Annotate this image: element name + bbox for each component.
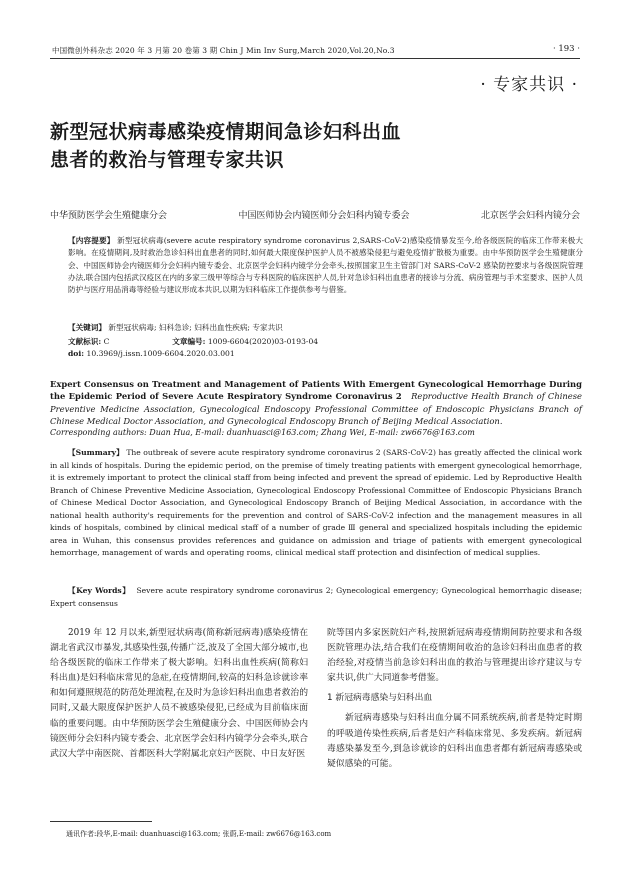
article-title-en [50, 378, 582, 427]
body-paragraph: 院等国内多家医院妇产科,按照新冠病毒疫情期间防控要求和各级医院管理办法,结合我们在疫情期间收治的急诊妇科出血患者的救治经验,对疫情当前急诊妇科出血的救治与管理提出诊疗建议与专家共识,供广大同道参考借鉴。 [327, 628, 582, 684]
header-rule [50, 58, 580, 59]
body-column-right [327, 626, 582, 772]
doc-code-label: 文献标识: [68, 337, 102, 346]
keywords-cn-label: 【关键词】 [68, 323, 106, 332]
section-heading: 1 新冠病毒感染与妇科出血 [327, 693, 433, 704]
summary-en [50, 447, 582, 560]
keywords-en-label: 【Key Words】 [68, 586, 131, 595]
keywords-cn [68, 322, 283, 333]
summary-en-label: 【Summary】 [68, 448, 124, 457]
keywords-cn-text: 新型冠状病毒; 妇科急诊; 妇科出血性疾病; 专家共识 [108, 323, 283, 332]
abstract-cn [68, 235, 583, 296]
author-org-1: 中华预防医学会生殖健康分会 [50, 211, 168, 221]
authors-cn [50, 208, 580, 221]
section-label: · 专家共识 · [480, 75, 578, 95]
doi-line [68, 349, 235, 358]
article-number-label: 文章编号: [172, 337, 206, 346]
document-code-line [68, 336, 318, 347]
article-number: 1009-6604(2020)03-0193-04 [207, 337, 319, 346]
title-en-text: Expert Consensus on Treatment and Management of Patients With Emergent Gynecological Hemorrhage During the Epidemic Period of Severe Acute Respiratory Syndrome Coronavirus 2 [50, 379, 582, 402]
authors-en: Reproductive Health Branch of Chinese Preventive Medicine Association, Gynecological Endoscopy Professional Committee of Endoscopic Physicians Branch of Chinese Medical Doctor Association, and Gynecological Endoscopy Branch of Beijing Medical Association. [50, 391, 582, 426]
footnote: 通讯作者:段华,E-mail: duanhuasci@163.com; 张蔚,E-mail: zw6676@163.com [66, 830, 332, 838]
footnote-rule [50, 821, 152, 822]
doc-code: C [103, 337, 110, 346]
body-paragraph: 新冠病毒感染与妇科出血分属不同系统疾病,前者是特定时期的呼吸道传染性疾病,后者是妇产科临床常见、多发疾病。新冠病毒感染暴发至今,到急诊就诊的妇科出血患者都有新冠病毒感染或疑似感染的可能。 [327, 713, 582, 769]
body-column-left: 2019 年 12 月以来,新型冠状病毒(简称新冠病毒)感染疫情在湖北省武汉市暴发,其感染性强,传播广泛,波及了全国大部分城市,也给各级医院的临床工作带来了极大影响。妇科出血性疾病(简称妇科出血)是妇科临床常见的急症,在疫情期间,较高的妇科急诊就诊率和如何遵照规范的防范处理流程,在及时为急诊妇科出血患者救治的同时,又最大限度保护医护人员不被感染侵犯,已经成为目前临床面临的重要问题。由中华预防医学会生殖健康分会、中国医师协会内镜医师分会妇科内镜专委会、北京医学会妇科内镜学分会牵头,联合武汉大学中南医院、首都医科大学附属北京妇产医院、中日友好医 [50, 628, 308, 759]
author-org-2: 中国医师协会内镜医师分会妇科内镜专委会 [238, 211, 410, 221]
keywords-en-text: Severe acute respiratory syndrome coronavirus 2; Gynecological emergency; Gynecological hemorrhagic disease; Expert consensus [50, 586, 583, 608]
page-number: · 193 · [552, 44, 580, 54]
author-org-3: 北京医学会妇科内镜分会 [480, 211, 580, 221]
title-cn-line-2: 患者的救治与管理专家共识 [50, 149, 285, 171]
title-cn-line-1: 新型冠状病毒感染疫情期间急诊妇科出血 [50, 121, 402, 143]
doi-value: 10.3969/j.issn.1009-6604.2020.03.001 [86, 349, 235, 358]
abstract-cn-text: 新型冠状病毒(severe acute respiratory syndrome coronavirus 2,SARS-CoV-2)感染疫情暴发至今,给各级医院的临床工作带来极大影响。在疫情期间,及时救治急诊妇科出血患者的同时,如何最大限度保护医护人员不被感染侵犯与避免疫情扩散极为重要。由中华预防医学会生殖健康分会、中国医师协会内镜医师分会妇科内镜专委会、北京医学会妇科内镜学分会牵头,按照国家卫生主管部门对 SARS-CoV-2 感染防控要求与各级医院管理办法,联合国内包括武汉疫区在内的多家三级甲等综合与专科医院的临床医护人员,针对急诊妇科出血患者的接诊与分流、病房管理与手术室要求、医护人员防护与医疗用品消毒等经验与建议形成本共识,以期为妇科临床工作提供参考与借鉴。 [68, 236, 584, 295]
abstract-cn-label: 【内容提要】 [68, 236, 115, 245]
running-head: 中国微创外科杂志 2020 年 3 月第 20 卷第 3 期 Chin J Min Inv Surg,March 2020,Vol.20,No.3 [52, 46, 395, 55]
corresponding-authors: Corresponding authors: Duan Hua, E-mail: duanhuasci@163.com; Zhang Wei, E-mail: zw6676@163.com [50, 428, 475, 437]
summary-en-text: The outbreak of severe acute respiratory syndrome coronavirus 2 (SARS-CoV-2) has greatly affected the clinical work in all kinds of hospitals. During the epidemic period, on the premise of timely treating patients with emergent gynecological hemorrhage, it is extremely important to protect the clinical staff from being infected and prevent the spread of epidemic. Led by Reproductive Health Branch of Chinese Preventive Medicine Association, Gynecological Endoscopy Professional Committee of Endoscopic Physicians Branch of Chinese Medical Doctor Association, and Gynecological Endoscopy Branch of Beijing Medical Association, in accordance with the national health authority's requirements for the prevention and control of SARS-CoV-2 infection and the management measures in all kinds of hospitals, combined by clinical medical staff of a number of grade Ⅲ general and specialized hospitals including the epidemic area in Wuhan, this consensus provides references and guidance on admission and triage of patients with emergent gynecological hemorrhage, management of wards and operating rooms, clinical medical staff protection and disinfection of medical supplies. [50, 448, 582, 557]
keywords-en [50, 585, 582, 610]
article-title-cn [50, 118, 510, 174]
doi-label: doi: [68, 349, 85, 358]
